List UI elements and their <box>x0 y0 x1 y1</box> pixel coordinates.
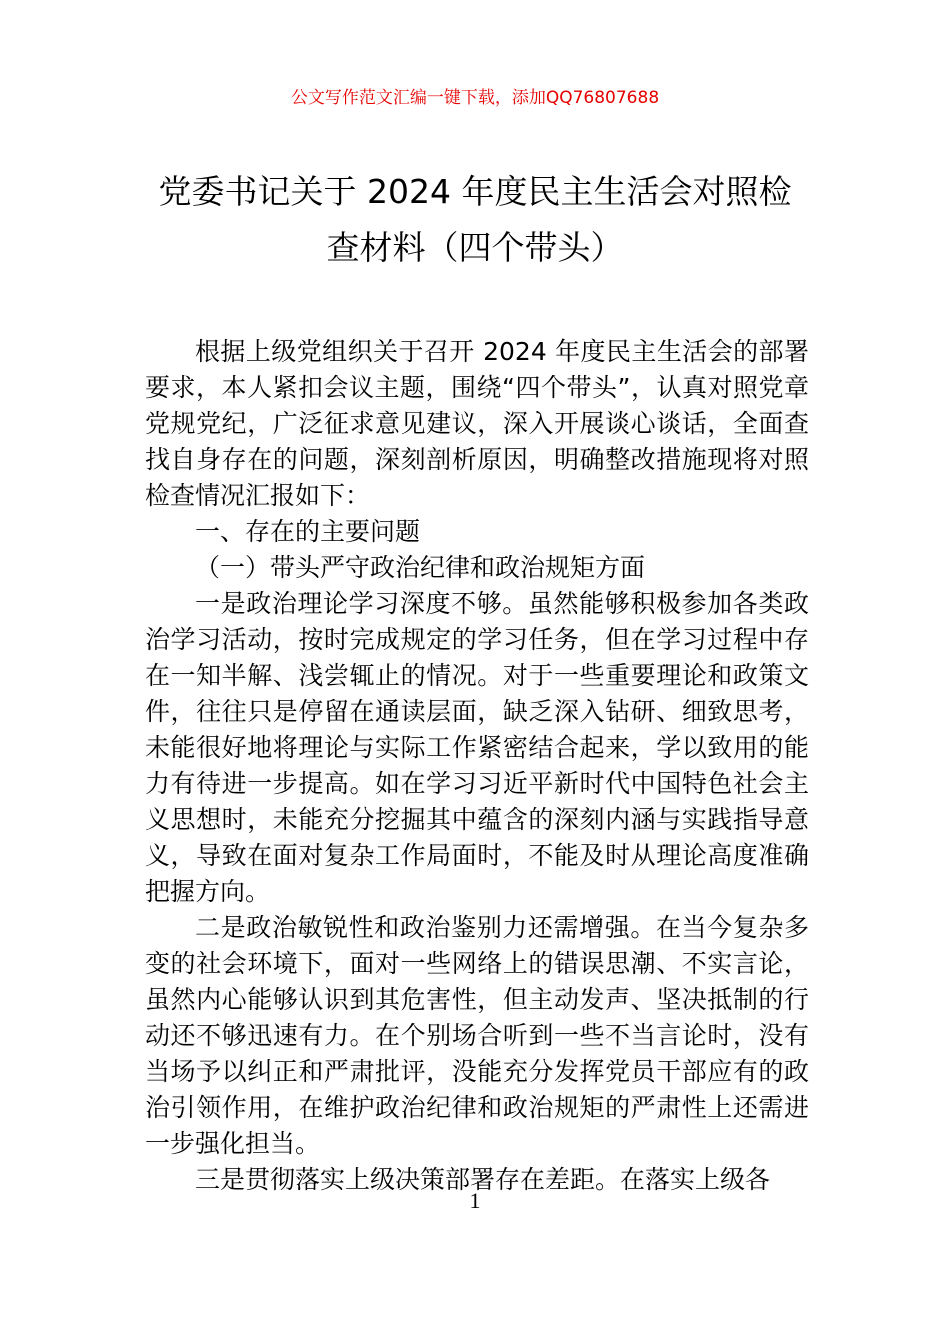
problem-paragraph-1: 一是政治理论学习深度不够。虽然能够积极参加各类政治学习活动，按时完成规定的学习任务，但在学习过程中存在一知半解、浅尝辄止的情况。对于一些重要理论和政策文件，往往只是停留在通读层面，缺乏深入钻研、细致思考，未能很好地将理论与实际工作紧密结合起来，学以致用的能力有待进一步提高。如在学习习近平新时代中国特色社会主义思想时，未能充分挖掘其中蕴含的深刻内涵与实践指导意义，导致在面对复杂工作局面时，不能及时从理论高度准确把握方向。 <box>145 589 809 906</box>
problem-paragraph-3: 三是贯彻落实上级决策部署存在差距。在落实上级各 <box>195 1165 771 1194</box>
document-body <box>145 334 809 1198</box>
section-heading: 一、存在的主要问题 <box>195 517 421 546</box>
document-title <box>130 164 820 276</box>
download-notice: 公文写作范文汇编一键下载，添加QQ76807688 <box>290 88 660 108</box>
problem-paragraph-2: 二是政治敏锐性和政治鉴别力还需增强。在当今复杂多变的社会环境下，面对一些网络上的错误思潮、不实言论，虽然内心能够认识到其危害性，但主动发声、坚决抵制的行动还不够迅速有力。在个别场合听到一些不当言论时，没有当场予以纠正和严肃批评，没能充分发挥党员干部应有的政治引领作用，在维护政治纪律和政治规矩的严肃性上还需进一步强化担当。 <box>145 913 809 1158</box>
title-line-1: 党委书记关于 2024 年度民主生活会对照检 <box>158 172 792 211</box>
page-number: 1 <box>469 1188 481 1213</box>
title-line-2: 查材料（四个带头） <box>326 228 624 267</box>
subsection-heading: （一）带头严守政治纪律和政治规矩方面 <box>195 553 646 582</box>
intro-paragraph: 根据上级党组织关于召开 2024 年度民主生活会的部署要求，本人紧扣会议主题，围绕“四个带头”，认真对照党章党规党纪，广泛征求意见建议，深入开展谈心谈话，全面查找自身存在的问题，深刻剖析原因，明确整改措施现将对照检查情况汇报如下： <box>145 337 809 510</box>
